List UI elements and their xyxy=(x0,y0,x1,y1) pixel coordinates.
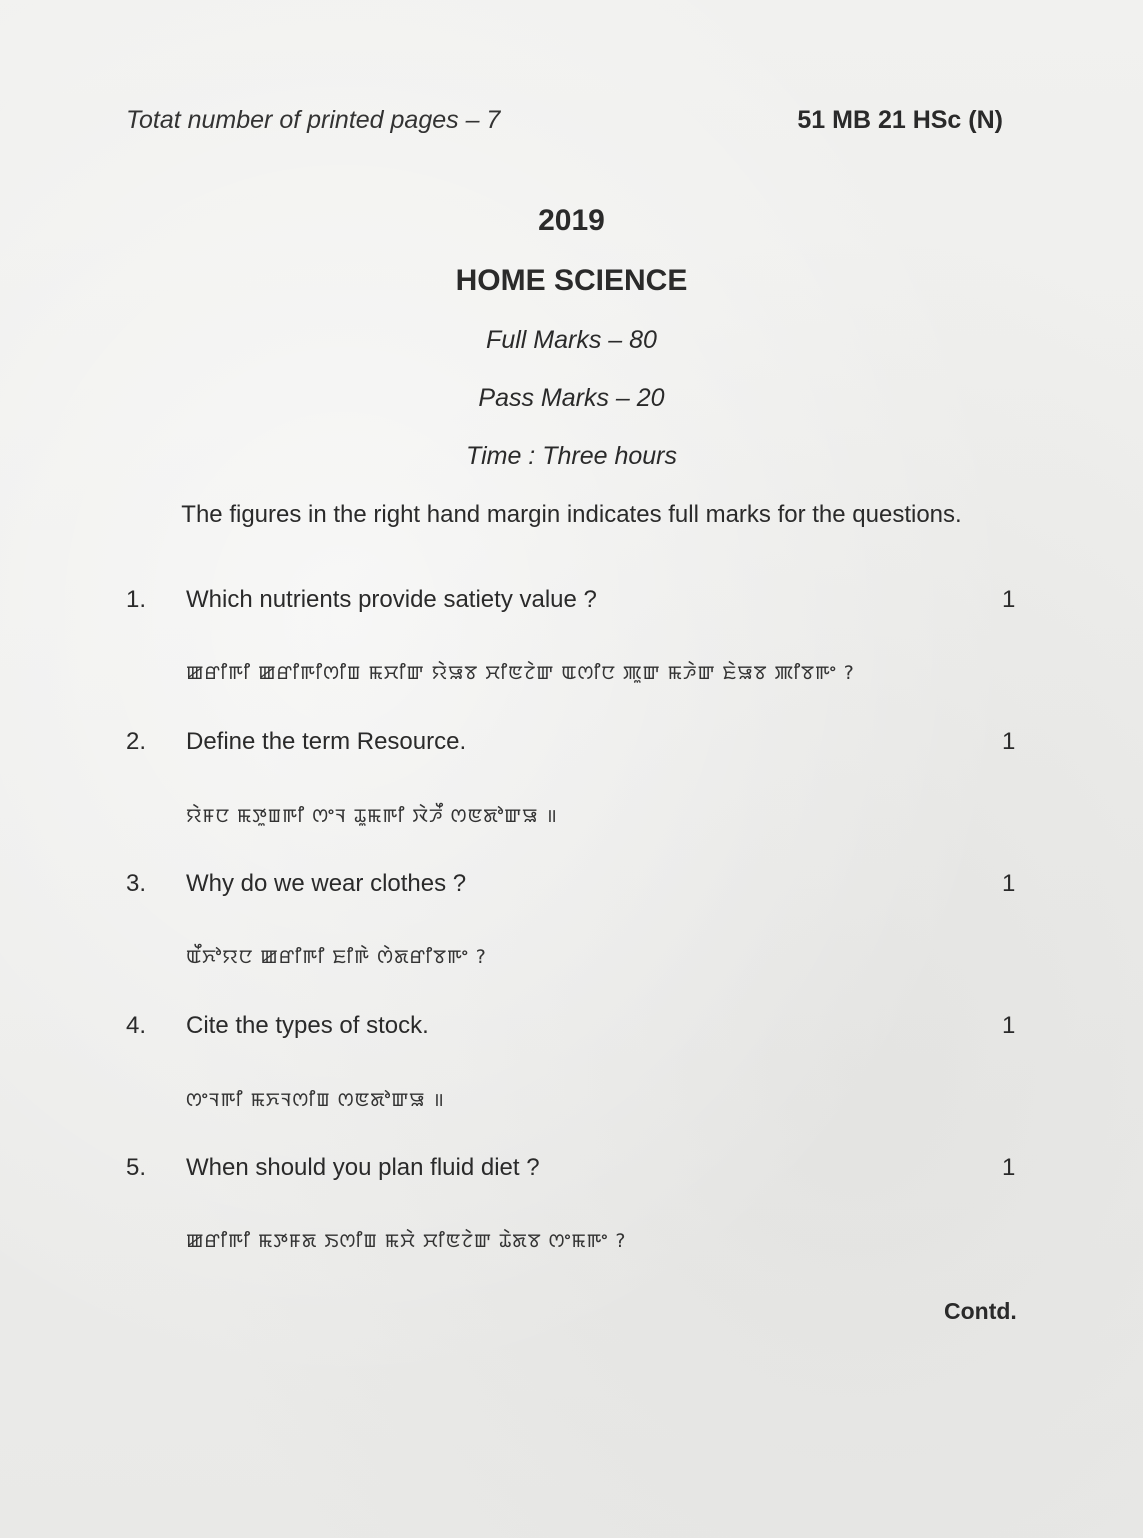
question-3 xyxy=(0,870,1143,910)
printed-pages-note: Totat number of printed pages – 7 xyxy=(126,106,501,134)
question-4-translation: ꯁꯦꯜꯒꯤ ꯃꯈꯜꯁꯤꯡ ꯁꯟꯗꯣꯛꯎ ॥ xyxy=(186,1089,445,1111)
question-marks: 1 xyxy=(1002,870,1016,897)
question-text: When should you plan fluid diet ? xyxy=(186,1154,540,1181)
question-1 xyxy=(0,586,1143,626)
full-marks: Full Marks – 80 xyxy=(486,326,657,354)
exam-time: Time : Three hours xyxy=(466,442,677,470)
pass-marks: Pass Marks – 20 xyxy=(478,384,665,412)
subject-title: HOME SCIENCE xyxy=(455,264,688,297)
question-number: 1. xyxy=(126,586,147,613)
continued-label: Contd. xyxy=(944,1298,1017,1324)
question-1-translation: ꯀꯔꯤꯒꯤ ꯀꯔꯤꯒꯤꯁꯤꯡ ꯃꯆꯤꯛ ꯌꯥꯎꯕ ꯆꯤꯟꯖꯥꯛ ꯑꯁꯤꯅ ꯄꯨꯛ ꯃꯍꯥꯛ ꯐꯥꯎꯕ ꯄꯤꯕꯒꯦ ? xyxy=(186,662,855,684)
question-marks: 1 xyxy=(1002,728,1016,755)
question-marks: 1 xyxy=(1002,1154,1016,1181)
question-5 xyxy=(0,1154,1143,1194)
exam-year: 2019 xyxy=(538,204,605,237)
question-number: 5. xyxy=(126,1154,147,1181)
question-2 xyxy=(0,728,1143,768)
question-text: Cite the types of stock. xyxy=(186,1012,429,1039)
question-5-translation: ꯀꯔꯤꯒꯤ ꯃꯇꯝꯗ ꯏꯁꯤꯡ ꯃꯆꯥ ꯆꯤꯟꯖꯥꯛ ꯊꯥꯗꯕ ꯁꯦꯃꯒꯦ ? xyxy=(186,1230,627,1252)
paper-code: 51 MB 21 HSc (N) xyxy=(797,106,1003,134)
question-4 xyxy=(0,1012,1143,1052)
question-number: 2. xyxy=(126,728,147,755)
question-text: Define the term Resource. xyxy=(186,728,467,755)
question-text: Why do we wear clothes ? xyxy=(186,870,467,897)
question-3-translation: ꯑꯩꯈꯣꯌꯅ ꯀꯔꯤꯒꯤ ꯐꯤꯒꯥ ꯁꯥꯗꯔꯤꯕꯒꯦ ? xyxy=(186,946,487,968)
question-2-translation: ꯌꯥꯝꯅ ꯃꯇꯨꯡꯒꯤ ꯁꯦꯜ ꯊꯨꯃꯒꯤ ꯋꯥꯍꯩ ꯁꯟꯗꯣꯛꯎ ॥ xyxy=(186,805,558,827)
question-number: 3. xyxy=(126,870,147,897)
question-marks: 1 xyxy=(1002,1012,1016,1039)
instruction-text: The figures in the right hand margin indicates full marks for the questions. xyxy=(181,501,962,528)
question-text: Which nutrients provide satiety value ? xyxy=(186,586,597,613)
question-marks: 1 xyxy=(1002,586,1016,613)
question-number: 4. xyxy=(126,1012,147,1039)
